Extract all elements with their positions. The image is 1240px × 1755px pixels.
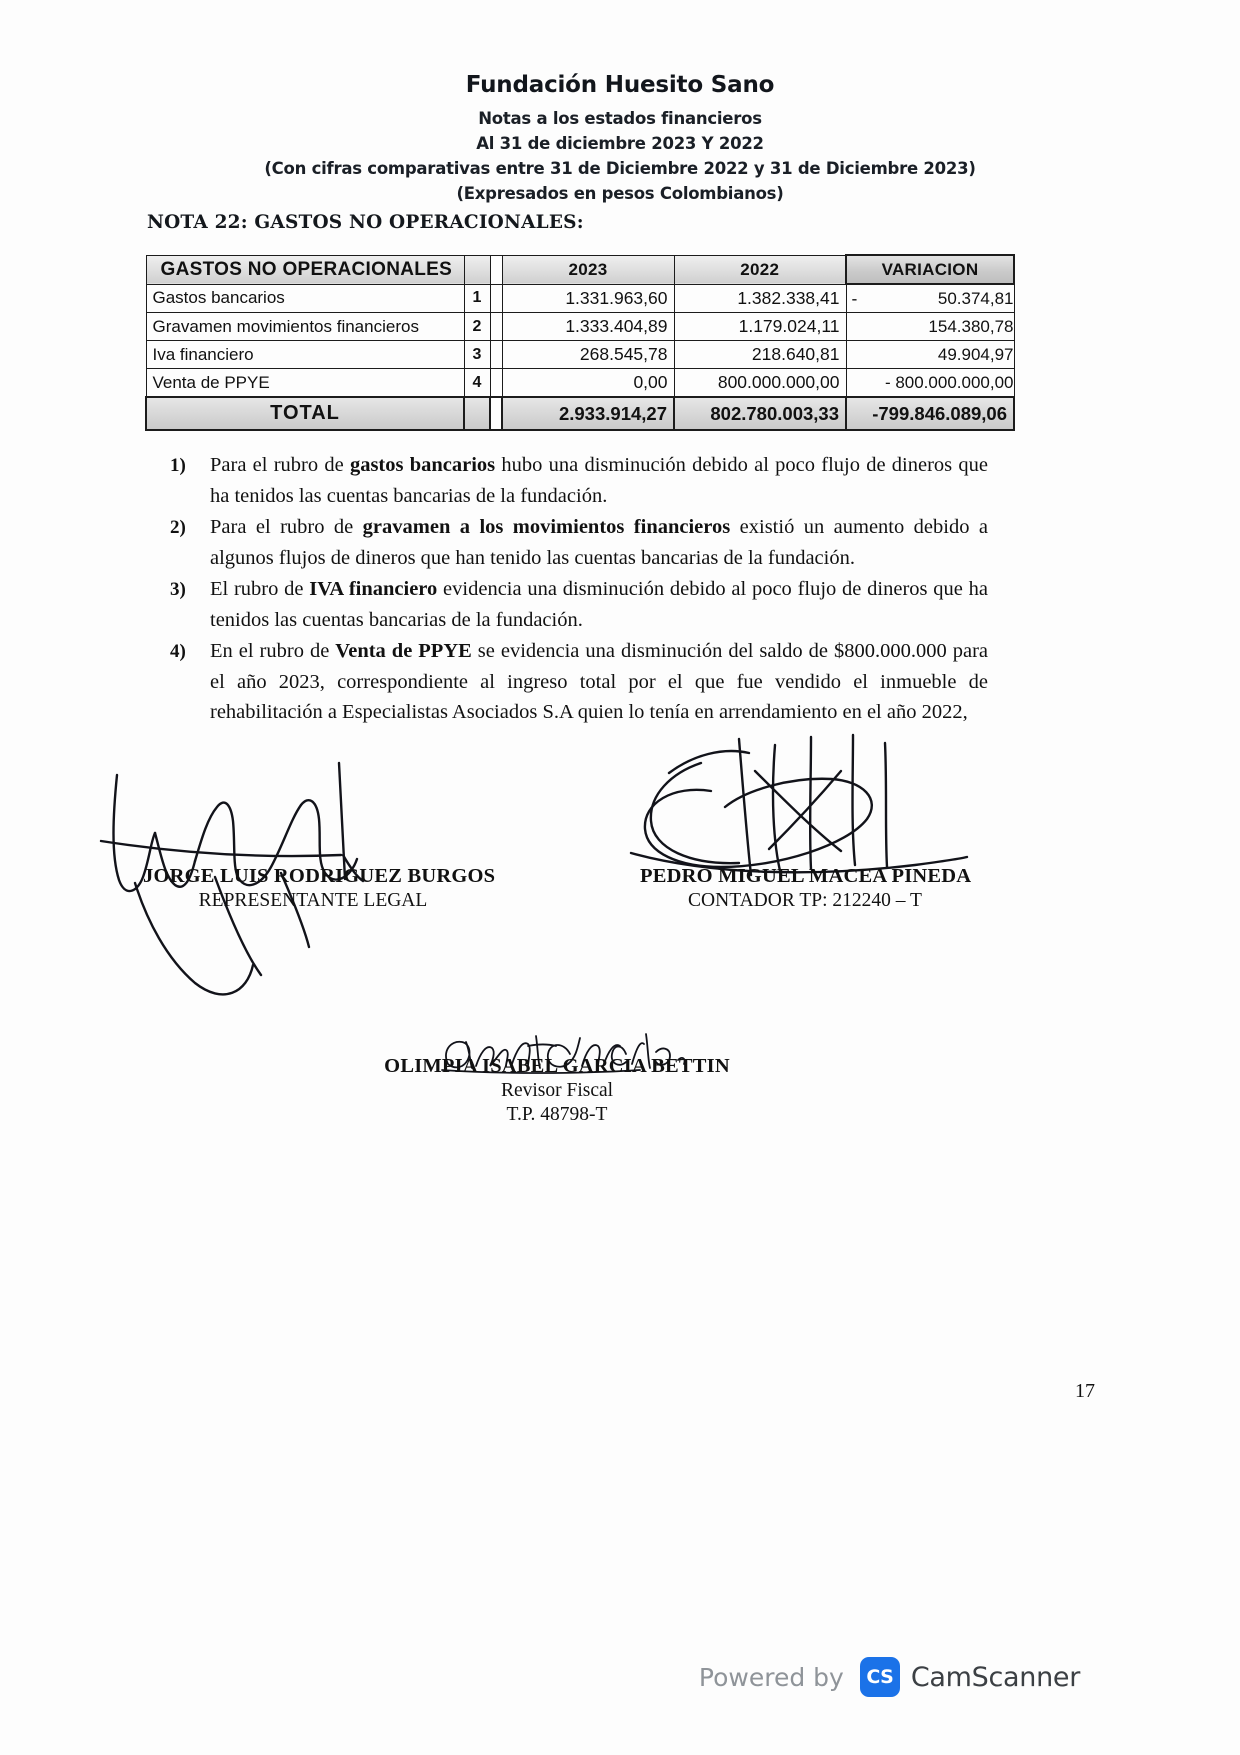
column-header-variacion: VARIACION [846,255,1014,284]
powered-by-label: Powered by [698,1662,844,1692]
camscanner-watermark [0,1645,1240,1709]
cell-concept: Gravamen movimientos financieros [146,313,464,341]
table-row [146,341,1014,369]
list-item-text-bold: IVA financiero [309,578,438,600]
gastos-no-operacionales-table [145,254,1015,431]
cell-2023: 0,00 [502,369,674,398]
column-header-spacer [490,255,502,284]
camscanner-logo-icon: CS [860,1657,900,1697]
table-total-row [146,397,1014,430]
signature-name: OLIMPIA ISABEL GARCIA BETTIN [384,1055,730,1077]
cell-variacion-value: 49.904,97 [937,344,1014,364]
column-header-concept: GASTOS NO OPERACIONALES [146,255,464,284]
cell-spacer [490,341,502,369]
table-row [146,369,1014,398]
cell-index: 1 [464,284,490,313]
column-header-2023: 2023 [502,255,674,284]
cell-concept: Venta de PPYE [146,369,464,398]
list-item-text-pre: En el rubro de [210,640,336,662]
table-header-row [146,255,1014,284]
cell-spacer [490,313,502,341]
table-row [146,284,1014,313]
header-subtitle-2: Al 31 de diciembre 2023 Y 2022 [476,134,764,153]
page-number: 17 [1075,1380,1095,1402]
table-head [146,255,1014,284]
cell-spacer [490,369,502,398]
list-item-number: 3) [170,579,186,600]
cell-index: 3 [464,341,490,369]
cell-2022: 1.179.024,11 [674,313,846,341]
notes-list [170,450,988,729]
list-item [170,636,988,728]
list-item-text-pre: Para el rubro de [210,454,350,476]
signature-block-fiscal-auditor [382,1055,732,1126]
header-subtitle-3: (Con cifras comparativas entre 31 de Diciembre 2022 y 31 de Diciembre 2023) [264,159,976,178]
list-item-text-pre: Para el rubro de [210,516,363,538]
signature-block-legal-representative [143,865,496,912]
cell-spacer [490,284,502,313]
cell-index: 2 [464,313,490,341]
list-item-number: 1) [170,455,186,476]
cell-total-label: TOTAL [146,397,464,430]
list-item [170,512,988,573]
signature-role: CONTADOR TP: 212240 – T [688,890,922,911]
cell-spacer [490,397,502,430]
list-item-text [210,450,988,511]
column-header-index [464,255,490,284]
cell-variacion [846,284,1014,313]
list-item-text-post: hubo una disminución debido al poco flujo de dineros que ha tenidos las cuentas bancarias de la fundación. [210,454,988,507]
cell-2023: 1.333.404,89 [502,313,674,341]
signature-role: REPRESENTANTE LEGAL [198,890,428,911]
column-header-2022: 2022 [674,255,846,284]
cell-2022: 218.640,81 [674,341,846,369]
cell-variacion [846,369,1014,398]
signature-block-accountant [640,865,970,912]
list-item-text-post: se evidencia una disminución del saldo de $800.000.000 para el año 2023, correspondiente al ingreso total por el que fue vendido el inmueble de rehabilitación a Especialistas Asociados S.A quien lo tenía en arrendamiento en el año 2022, [210,640,988,723]
signature-name: JORGE LUIS RODRIGUEZ BURGOS [143,865,496,887]
cell-2023: 1.331.963,60 [502,284,674,313]
table-row [146,313,1014,341]
cell-2022: 1.382.338,41 [674,284,846,313]
signature-license: T.P. 48798-T [506,1104,608,1125]
cell-total-2023: 2.933.914,27 [502,397,674,430]
list-item-text-pre: El rubro de [210,578,310,600]
list-item-text [210,636,988,728]
table-body [146,284,1014,430]
cell-variacion-value: - 800.000.000,00 [884,372,1014,392]
cell-variacion [846,313,1014,341]
page-title: Fundación Huesito Sano [465,72,775,98]
list-item-text-bold: Venta de PPYE [335,640,472,662]
cell-variacion-value: 154.380,78 [928,316,1014,336]
gastos-no-operacionales-table-wrapper [145,254,1014,431]
signature-name: PEDRO MIGUEL MACEA PINEDA [640,865,972,887]
cell-total-index [464,397,490,430]
document-header [0,72,1240,206]
list-item-text-post: evidencia una disminución debido al poco flujo de dineros que ha tenidos las cuentas bancarias de la fundación. [210,578,988,631]
cell-index: 4 [464,369,490,398]
cell-total-2022: 802.780.003,33 [674,397,846,430]
note-heading: NOTA 22: GASTOS NO OPERACIONALES: [147,212,584,233]
cell-variacion [846,341,1014,369]
header-subtitle-1: Notas a los estados financieros [478,109,762,128]
signature-role: Revisor Fiscal [500,1080,614,1101]
list-item-text [210,512,988,573]
header-subtitle-4: (Expresados en pesos Colombianos) [456,184,784,203]
cell-variacion-sign: - [851,288,858,308]
list-item-text-post: existió un aumento debido a algunos flujos de dineros que han tenido las cuentas bancarias de la fundación. [210,516,988,569]
list-item-number: 4) [170,641,186,662]
list-item-text-bold: gastos bancarios [349,454,496,476]
cell-concept: Gastos bancarios [146,284,464,313]
cell-concept: Iva financiero [146,341,464,369]
list-item-text-bold: gravamen a los movimientos financieros [362,516,731,538]
cell-total-variacion: -799.846.089,06 [846,397,1014,430]
cell-variacion-value: 50.374,81 [937,288,1014,308]
list-item-text [210,574,988,635]
camscanner-brand: CamScanner [910,1661,1080,1693]
list-item [170,450,988,511]
list-item-number: 2) [170,517,186,538]
cell-2022: 800.000.000,00 [674,369,846,398]
cell-2023: 268.545,78 [502,341,674,369]
list-item [170,574,988,635]
